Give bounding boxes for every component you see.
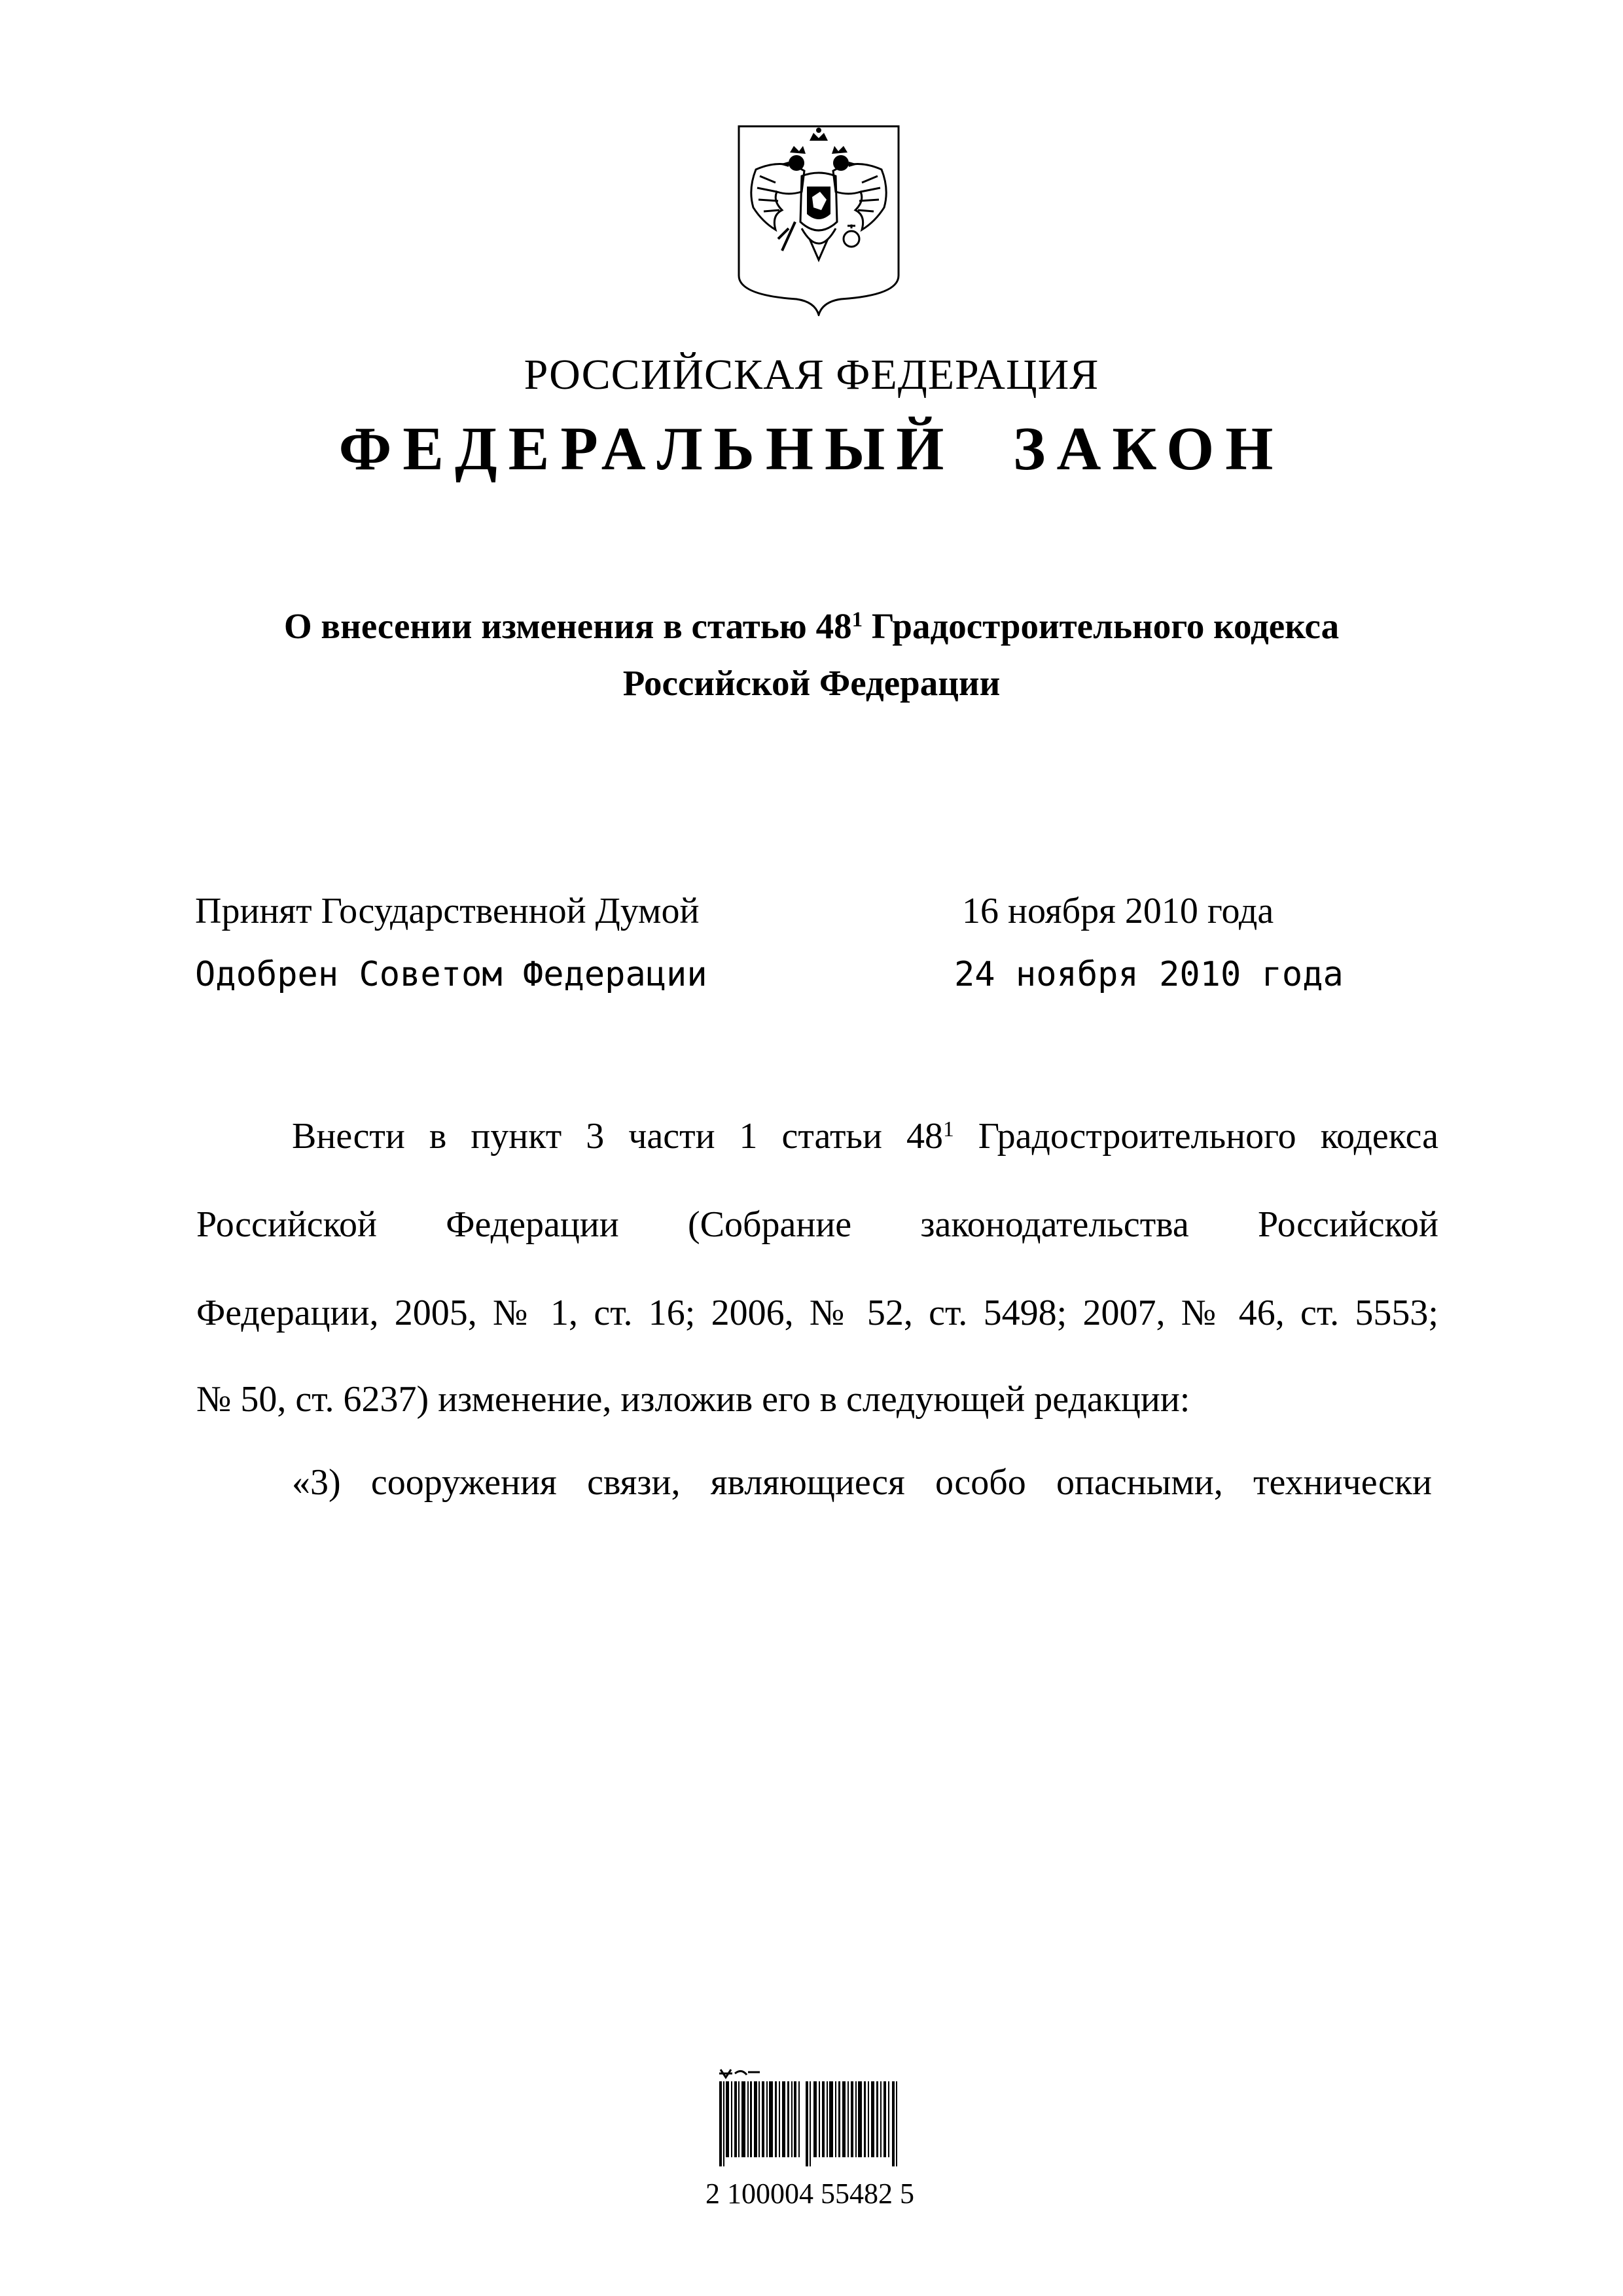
document-type-heading: ФЕДЕРАЛЬНЫЙ ЗАКОН: [338, 415, 1285, 483]
law-title-text: О внесении изменения в статью 48: [283, 606, 852, 646]
body-paragraph-line-4: № 50, ст. 6237) изменение, изложив его в следующей редакции:: [196, 1379, 1190, 1420]
body-article-superscript: 1: [942, 1117, 954, 1141]
council-approval-label: Одобрен Советом Федерации: [195, 955, 707, 994]
duma-adoption-label: Принят Государственной Думой: [195, 891, 700, 931]
body-paragraph-line-2: Российской Федерации (Собрание законодательства Российской: [196, 1204, 1438, 1245]
body-paragraph-line-3: Федерации, 2005, № 1, ст. 16; 2006, № 52, ст. 5498; 2007, № 46, ст. 5553;: [196, 1293, 1438, 1333]
body-text-cont: Градостроительного кодекса: [954, 1116, 1438, 1157]
body-paragraph-line-1: [292, 1115, 1438, 1157]
barcode-graphic: [717, 2068, 905, 2177]
amendment-text-line: «3) сооружения связи, являющиеся особо опасными, технически: [292, 1462, 1432, 1503]
body-text: Внести в пункт 3 части 1 статьи 48: [292, 1116, 943, 1157]
council-approval-date: 24 ноября 2010 года: [954, 955, 1344, 994]
law-title-line-1: [0, 605, 1623, 647]
duma-adoption-date: 16 ноября 2010 года: [962, 891, 1274, 931]
country-heading: РОССИЙСКАЯ ФЕДЕРАЦИЯ: [524, 351, 1099, 399]
law-title-line-2: Российской Федерации: [622, 663, 1001, 703]
article-superscript: 1: [851, 607, 863, 632]
coat-of-arms-emblem: [736, 124, 901, 316]
law-title-text-cont: Градостроительного кодекса: [863, 606, 1340, 646]
barcode-number: 2 100004 55482 5: [705, 2178, 914, 2210]
